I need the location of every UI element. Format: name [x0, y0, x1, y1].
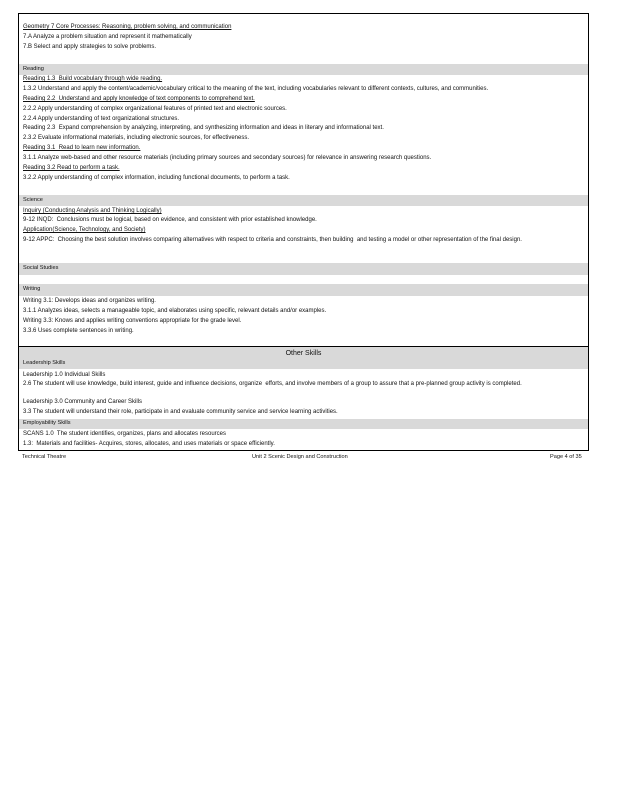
reading-item: Reading 1.3 Build vocabulary through wide reading. — [23, 76, 163, 82]
employability-item: 1.3: Materials and facilities- Acquires, stores, allocates, and uses materials or space efficiently. — [23, 441, 275, 447]
writing-item: Writing 3.1: Develops ideas and organizes writing. — [23, 298, 156, 304]
writing-item: Writing 3.3: Knows and applies writing conventions appropriate for the grade level. — [23, 318, 242, 324]
geometry-line: 7.B Select and apply strategies to solve problems. — [23, 44, 157, 50]
science-item: 9-12 INQD: Conclusions must be logical, based on evidence, and consistent with prior established knowledge. — [23, 217, 317, 223]
leadership-label: Leadership Skills — [23, 360, 66, 366]
reading-item: 2.3.2 Evaluate informational materials, including electronic sources, for effectiveness. — [23, 135, 250, 141]
leadership-item: Leadership 1.0 Individual Skills — [23, 372, 106, 378]
footer-course: Technical Theatre — [22, 454, 67, 460]
social-studies-band — [19, 263, 588, 275]
reading-item: 3.1.1 Analyze web-based and other resource materials (including primary sources and secondary sources) for relevance in answering research questions. — [23, 155, 432, 161]
writing-label: Writing — [23, 286, 41, 292]
reading-item: 2.2.2 Apply understanding of complex organizational features of printed text and electronic sources. — [23, 106, 287, 112]
other-skills-band — [19, 347, 588, 369]
reading-item: Reading 3.1 Read to learn new information. — [23, 145, 141, 151]
science-item: Inquiry (Conducting Analysis and Thinking Logically) — [23, 208, 162, 214]
science-item: Application(Science, Technology, and Society) — [23, 227, 146, 233]
reading-item: Reading 2.3 Expand comprehension by analyzing, interpreting, and synthesizing information and ideas in literary and informational text. — [23, 125, 384, 131]
science-band — [19, 195, 588, 206]
science-label: Science — [23, 197, 43, 203]
employability-band — [19, 419, 588, 429]
leadership-item: Leadership 3.0 Community and Career Skills — [23, 399, 143, 405]
employability-label: Employability Skills — [23, 420, 71, 426]
geometry-line: 7.A Analyze a problem situation and represent it mathematically — [23, 34, 192, 40]
employability-item: SCANS 1.0 The student identifies, organizes, plans and allocates resources — [23, 431, 227, 437]
reading-item: Reading 2.2 Understand and apply knowledge of text components to comprehend text. — [23, 96, 255, 102]
reading-label: Reading — [23, 66, 44, 72]
writing-band — [19, 284, 588, 296]
standards-table — [18, 13, 589, 451]
leadership-item: 2.6 The student will use knowledge, build interest, guide and influence decisions, organize efforts, and involve members of a group to assure that a pre-planned group activity is completed. — [23, 381, 522, 387]
reading-item: 1.3.2 Understand and apply the content/academic/vocabulary critical to the meaning of the text, including vocabularies relevant to different contexts, cultures, and communities. — [23, 86, 489, 92]
social-studies-label: Social Studies — [23, 265, 59, 271]
reading-item: 3.2.2 Apply understanding of complex information, including functional documents, to perform a task. — [23, 175, 290, 181]
footer-unit: Unit 2 Scenic Design and Construction — [252, 454, 348, 460]
reading-band — [19, 64, 588, 75]
writing-item: 3.3.6 Uses complete sentences in writing. — [23, 328, 134, 334]
other-skills-title: Other Skills — [285, 350, 322, 357]
science-item: 9-12 APPC: Choosing the best solution involves comparing alternatives with respect to criteria and constraints, then building and testing a model or other representation of the final design. — [23, 237, 522, 243]
reading-item: 2.2.4 Apply understanding of text organizational structures. — [23, 116, 180, 122]
leadership-item: 3.3 The student will understand their role, participate in and evaluate community service and service learning activities. — [23, 409, 338, 415]
writing-item: 3.1.1 Analyzes ideas, selects a manageable topic, and elaborates using specific, relevant details and/or examples. — [23, 308, 327, 314]
footer-page-number: Page 4 of 35 — [550, 454, 582, 460]
geometry-heading: Geometry 7 Core Processes: Reasoning, problem solving, and communication — [23, 24, 232, 30]
reading-item: Reading 3.2 Read to perform a task. — [23, 165, 120, 171]
